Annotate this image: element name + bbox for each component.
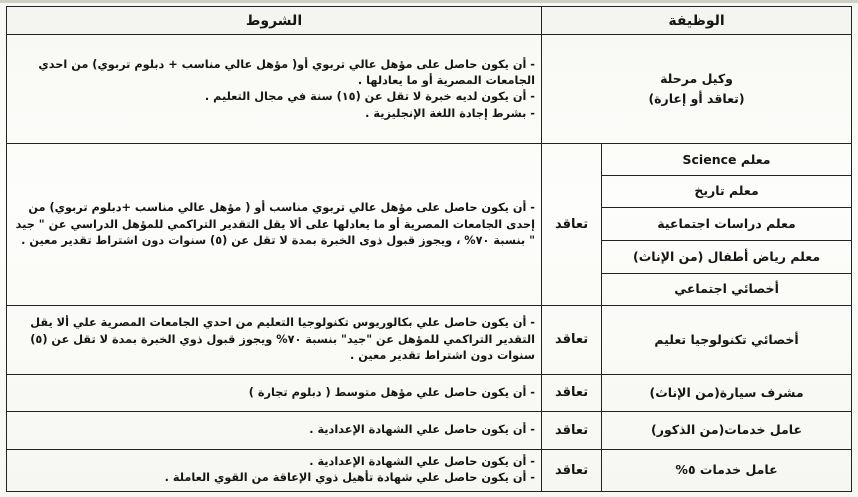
table-header-row	[7, 7, 852, 35]
job-title: وكيل مرحلة	[660, 71, 733, 87]
jobs-conditions-table	[6, 6, 852, 492]
conditions-cell	[7, 35, 542, 144]
job-cell-history-teacher: معلم تاريخ	[602, 176, 852, 208]
table-row	[7, 144, 852, 176]
contract-type-cell: تعاقد	[542, 144, 602, 306]
contract-type-cell: تعاقد	[542, 374, 602, 412]
condition-line: - أن يكون حاصل على مؤهل عالي تربوي أو( مؤهل عالي مناسب + دبلوم تربوي) من احدي الجامعات المصرية أو ما يعادلها .	[38, 57, 535, 87]
condition-line: - أن يكون حاصل علي الشهادة الإعدادية .	[309, 423, 535, 437]
job-cell-service-worker-5-percent: عامل خدمات ٥%	[602, 449, 852, 491]
conditions-cell	[7, 449, 542, 491]
contract-type-cell: تعاقد	[542, 449, 602, 491]
job-cell-stage-deputy	[542, 35, 852, 144]
conditions-cell	[7, 412, 542, 450]
table-row	[7, 412, 852, 450]
job-cell-edtech-specialist: أخصائي تكنولوجيا تعليم	[602, 306, 852, 374]
cropped-previous-text	[0, 0, 858, 3]
job-cell-service-worker-male: عامل خدمات(من الذكور)	[602, 412, 852, 450]
table-row	[7, 374, 852, 412]
table-row	[7, 306, 852, 374]
condition-line: - أن يكون حاصل علي بكالوريوس تكنولوجيا التعليم من احدي الجامعات المصرية علي ألا يقل التقدير التراكمي للمؤهل عن "جيد" بنسبة ٧٠% ويجوز قبول ذوي الخبرة بمدة لا تقل عن (٥) سنوات دون اشتراط تقدير معين .	[30, 316, 535, 363]
job-subtitle: (تعاقد أو إعارة)	[648, 91, 745, 107]
condition-line: - أن يكون حاصل علي الشهادة الإعدادية .	[309, 454, 535, 468]
table-row	[7, 35, 852, 144]
conditions-cell	[7, 144, 542, 306]
conditions-column-header: الشروط	[7, 7, 542, 35]
job-column-header: الوظيفة	[542, 7, 852, 35]
job-cell-science-teacher: معلم Science	[602, 144, 852, 176]
job-cell-kindergarten-teacher: معلم رياض أطفال (من الإناث)	[602, 240, 852, 273]
job-cell-social-worker: أخصائي اجتماعي	[602, 273, 852, 306]
condition-line: - أن يكون حاصل على مؤهل عالي تربوي مناسب أو ( مؤهل عالي مناسب +دبلوم تربوي) من إحدى الجامعات المصرية أو ما يعادلها على ألا يقل التقدير التراكمي للمؤهل الدراسي عن " جيد " بنسبة ٧٠% ، ويجوز قبول ذوى الخبرة بمدة لا تقل عن (٥) سنوات دون اشتراط تقدير معين .	[15, 201, 535, 248]
condition-line: - أن يكون حاصل علي مؤهل متوسط ( دبلوم تجارة )	[248, 385, 535, 399]
job-cell-social-studies-teacher: معلم دراسات اجتماعية	[602, 207, 852, 240]
job-cell-bus-supervisor: مشرف سيارة(من الإناث)	[602, 374, 852, 412]
table-row	[7, 449, 852, 491]
condition-line: - بشرط إجادة اللغة الإنجليزية .	[365, 106, 535, 120]
contract-type-cell: تعاقد	[542, 306, 602, 374]
contract-type-cell: تعاقد	[542, 412, 602, 450]
conditions-cell	[7, 306, 542, 374]
conditions-cell	[7, 374, 542, 412]
condition-line: - أن يكون حاصل علي شهادة تأهيل ذوي الإعاقة من القوي العاملة .	[164, 471, 535, 485]
condition-line: - أن يكون لديه خبرة لا تقل عن (١٥) سنة في مجال التعليم .	[204, 90, 535, 104]
